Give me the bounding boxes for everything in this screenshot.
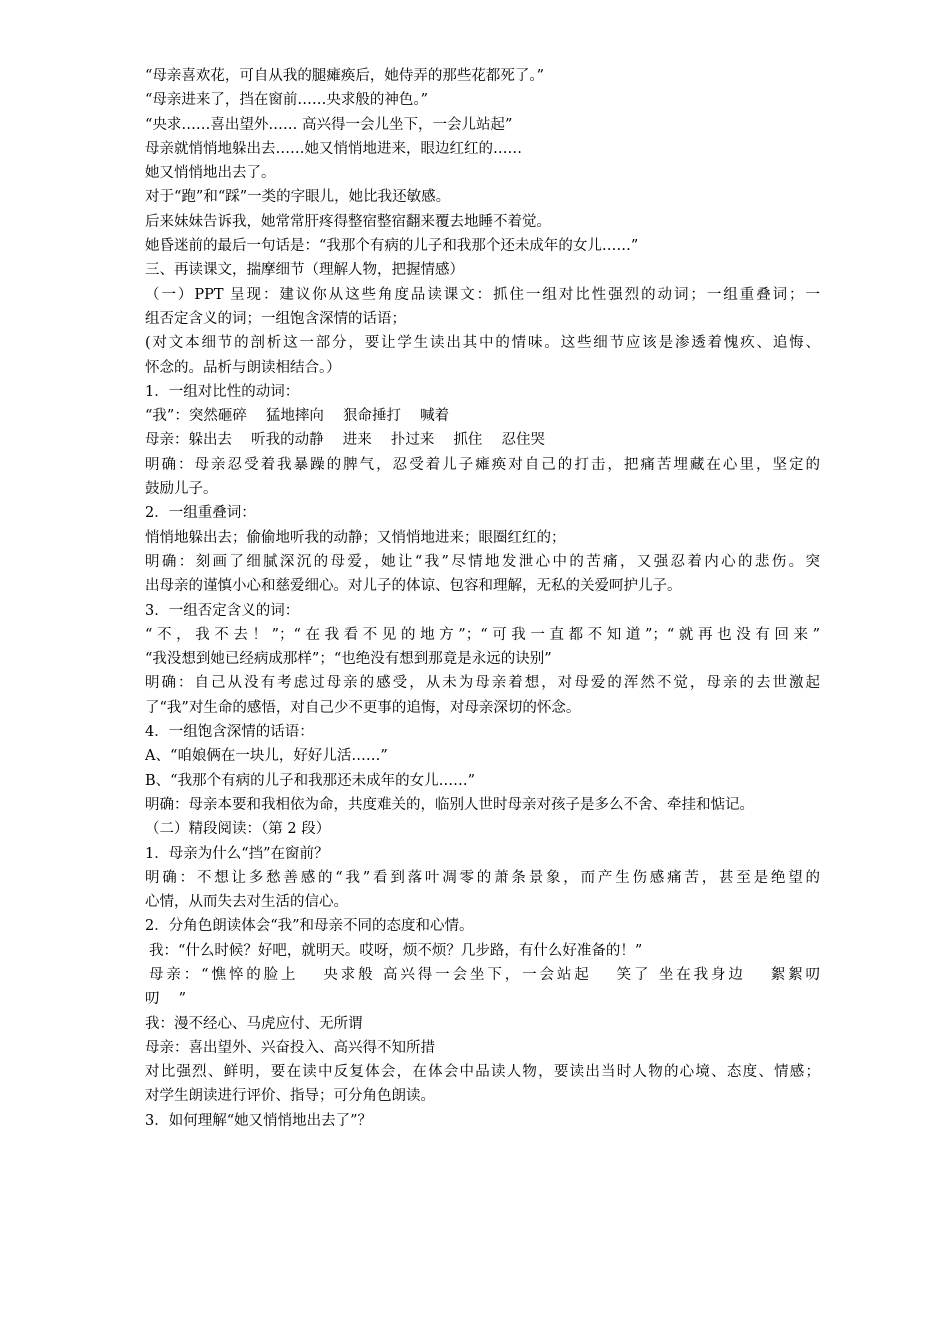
text-line: 对学生朗读进行评价、指导；可分角色朗读。 <box>145 1088 435 1105</box>
text-line: 母亲就悄悄地躲出去……她又悄悄地进来，眼边红红的…… <box>145 140 522 157</box>
text-line: 出母亲的谨慎小心和慈爱细心。对儿子的体谅、包容和理解，无私的关爱呵护儿子。 <box>145 578 682 595</box>
section-heading: （二）精段阅读：（第 2 段） <box>145 821 331 838</box>
text-line: 她昏迷前的最后一句话是：“我那个有病的儿子和我那个还未成年的女儿……” <box>145 238 639 255</box>
subheading: 3．一组否定含义的词： <box>145 602 300 619</box>
text-line: 明确：母亲本要和我相依为命，共度难关的，临别人世时母亲对孩子是多么不舍、牵挂和惦记。 <box>145 796 754 813</box>
text-line: A、“咱娘俩在一块儿，好好儿活……” <box>145 748 388 765</box>
subheading: 2．一组重叠词： <box>145 505 256 522</box>
text-line: 对比强烈、鲜明，要在读中反复体会，在体会中品读人物，要读出当时人物的心境、态度、情感； <box>145 1064 820 1081</box>
text-line: 母亲：“憔悴的脸上 央求般 高兴得一会坐下，一会站起 笑了 坐在我身边 絮絮叨 <box>149 966 820 983</box>
subheading: 2．分角色朗读体会“我”和母亲不同的态度和心情。 <box>145 918 474 935</box>
text-line: “我没想到她已经病成那样”；“也绝没有想到那竟是永远的诀别” <box>145 651 552 668</box>
text-line: “央求……喜出望外…… 高兴得一会儿坐下，一会儿站起” <box>145 116 513 133</box>
text-line: “我”：突然砸碎 猛地摔向 狠命捶打 喊着 <box>145 408 450 425</box>
text-line: 鼓励儿子。 <box>145 481 218 498</box>
text-line: 明确：自己从没有考虑过母亲的感受，从未为母亲着想，对母爱的浑然不觉，母亲的去世激起 <box>145 675 820 692</box>
text-line: 悄悄地躲出去；偷偷地听我的动静；又悄悄地进来；眼圈红红的； <box>145 529 566 546</box>
text-line: 明确：母亲忍受着我暴躁的脾气，忍受着儿子瘫痪对自己的打击，把痛苦埋藏在心里，坚定的 <box>145 456 820 473</box>
text-line: 了“我”对生命的感悟，对自己少不更事的追悔，对母亲深切的怀念。 <box>145 699 581 716</box>
text-line: 心情，从而失去对生活的信心。 <box>145 894 348 911</box>
text-line: 组否定含义的词；一组饱含深情的话语； <box>145 310 406 327</box>
text-line: “母亲喜欢花，可自从我的腿瘫痪后，她侍弄的那些花都死了。” <box>145 68 545 84</box>
text-line: B、“我那个有病的儿子和我那还未成年的女儿……” <box>145 772 475 789</box>
subheading: 4．一组饱含深情的话语： <box>145 724 314 741</box>
subheading: 3．如何理解“她又悄悄地出去了”？ <box>145 1112 373 1129</box>
text-line: 明确：不想让多愁善感的“我”看到落叶凋零的萧条景象，而产生伤感痛苦，甚至是绝望的 <box>145 869 820 886</box>
section-heading: 三、再读课文，揣摩细节（理解人物，把握情感） <box>145 262 464 279</box>
text-line: 后来妹妹告诉我，她常常肝疼得整宿整宿翻来覆去地睡不着觉。 <box>145 213 551 230</box>
document-page <box>145 64 820 1133</box>
subheading: 1．母亲为什么“挡”在窗前？ <box>145 845 329 862</box>
text-line: 她又悄悄地出去了。 <box>145 165 276 182</box>
text-line: (对文本细节的剖析这一部分，要让学生读出其中的情味。这些细节应该是渗透着愧疚、追悔、 <box>145 335 820 352</box>
text-line: 母亲：躲出去 听我的动静 进来 扑过来 抓住 忍住哭 <box>145 432 546 449</box>
text-line: 我：漫不经心、马虎应付、无所谓 <box>145 1015 363 1032</box>
text-line: “母亲进来了，挡在窗前……央求般的神色。” <box>145 92 429 109</box>
text-line: “不，我不去！”；“在我看不见的地方”；“可我一直都不知道”；“就再也没有回来” <box>145 626 820 643</box>
text-line: 对于“跑”和“踩”一类的字眼儿，她比我还敏感。 <box>145 189 451 206</box>
subheading: 1．一组对比性的动词： <box>145 383 300 400</box>
text-line: 明确：刻画了细腻深沉的母爱，她让“我”尽情地发泄心中的苦痛，又强忍着内心的悲伤。突 <box>145 553 820 570</box>
text-line: 我：“什么时候？好吧，就明天。哎呀，烦不烦？几步路，有什么好准备的！” <box>149 942 643 959</box>
text-line: 叨 ” <box>145 991 187 1008</box>
text-line: 怀念的。品析与朗读相结合。） <box>145 359 341 376</box>
text-line: 母亲：喜出望外、兴奋投入、高兴得不知所措 <box>145 1039 435 1056</box>
text-line: （一）PPT 呈现：建议你从这些角度品读课文：抓住一组对比性强烈的动词；一组重叠词；一 <box>145 286 820 303</box>
